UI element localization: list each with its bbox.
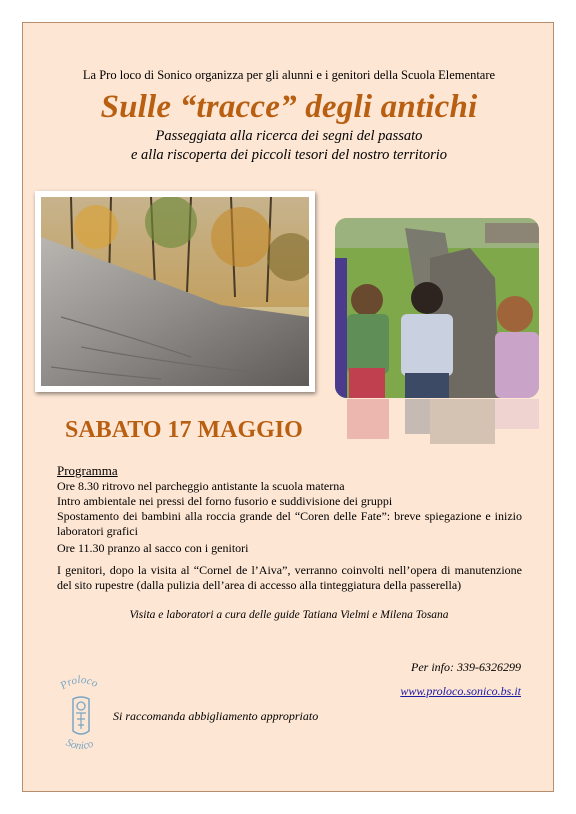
programma-line-2: Intro ambientale nei pressi del forno fusorio e suddivisione dei gruppi: [57, 494, 393, 508]
guides-credit: Visita e laboratori a cura delle guide Tatiana Vielmi e Milena Tosana: [129, 609, 449, 621]
intro-text: La Pro loco di Sonico organizza per gli alunni e i genitori della Scuola Elementare: [82, 68, 496, 82]
flyer-page: [22, 22, 554, 792]
website-link[interactable]: www.proloco.sonico.bs.it: [400, 684, 521, 698]
svg-text:Proloco: Proloco: [58, 673, 100, 693]
info-phone: Per info: 339-6326299: [411, 660, 521, 674]
event-date: SABATO 17 MAGGIO: [65, 417, 303, 443]
flyer-title: Sulle “tracce” degli antichi: [100, 89, 478, 125]
proloco-sonico-logo: [51, 669, 111, 759]
clothing-recommendation: Si raccomanda abbigliamento appropriato: [113, 709, 319, 723]
children-stones-reflection: [335, 399, 539, 459]
subtitle-line-1: Passeggiata alla ricerca dei segni del passato: [155, 128, 423, 144]
programma-line-1: Ore 8.30 ritrovo nel parcheggio antistante la scuola materna: [57, 479, 345, 493]
rock-forest-photo: [35, 191, 315, 392]
parents-note: I genitori, dopo la visita al “Cornel de l’Aiva”, verranno coinvolti nell’opera di manutenzione del sito rupestre (dalla pulizia dell’area di accesso alla tinteggiatura della passerella): [57, 563, 522, 593]
subtitle-line-2: e alla riscoperta dei piccoli tesori del nostro territorio: [130, 147, 448, 163]
children-stones-photo: [335, 218, 539, 398]
svg-text:Sonico: Sonico: [63, 736, 96, 753]
programma-heading: Programma: [57, 463, 118, 478]
programma-line-4: Ore 11.30 pranzo al sacco con i genitori: [57, 541, 249, 555]
programma-line-3: Spostamento dei bambini alla roccia grande del “Coren delle Fate”: breve spiegazione e inizio laboratori grafici: [57, 509, 522, 539]
